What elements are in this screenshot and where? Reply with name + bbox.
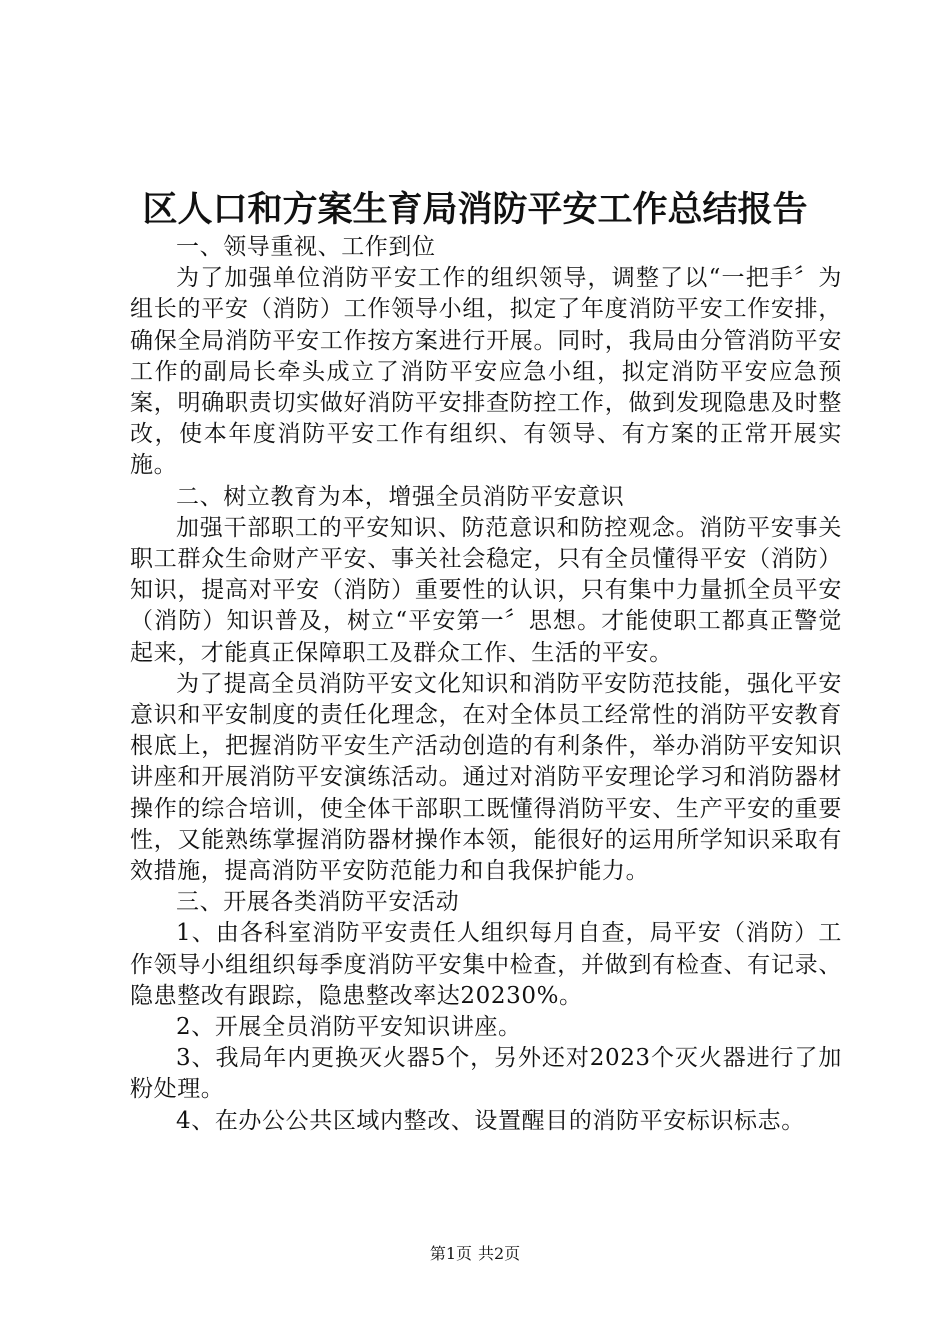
document-title: 区人口和方案生育局消防平安工作总结报告 (142, 189, 808, 230)
list-item-3: 3、我局年内更换灭火器5个，另外还对2023个灭火器进行了加粉处理。 (130, 1045, 842, 1103)
page-number: 第1页 (429, 1244, 472, 1263)
section-heading-3: 三、开展各类消防平安活动 (176, 889, 460, 916)
paragraph-2: 加强干部职工的平安知识、防范意识和防控观念。消防平安事关职工群众生命财产平安、事关社会稳定，只有全员懂得平安（消防）知识，提高对平安（消防）重要性的认识，只有集中力量抓全员平安（消防）知识普及，树立“平安第一〞思想。才能使职工都真正警觉起来，才能真正保障职工及群众工作、生活的平安。 (130, 514, 842, 666)
list-item-4: 4、在办公公共区域内整改、设置醒目的消防平安标识标志。 (176, 1107, 805, 1134)
page-footer (0, 1243, 950, 1265)
list-item-2: 2、开展全员消防平安知识讲座。 (176, 1014, 522, 1041)
page-total: 共2页 (478, 1244, 521, 1263)
paragraph-1: 为了加强单位消防平安工作的组织领导，调整了以“一把手〞为组长的平安（消防）工作领导小组，拟定了年度消防平安工作安排，确保全局消防平安工作按方案进行开展。同时，我局由分管消防平安工作的副局长牵头成立了消防平安应急小组，拟定消防平安应急预案，明确职责切实做好消防平安排查防控工作，做到发现隐患及时整改，使本年度消防平安工作有组织、有领导、有方案的正常开展实施。 (130, 265, 842, 479)
document-body (130, 232, 842, 1137)
list-item-1: 1、由各科室消防平安责任人组织每月自查，局平安（消防）工作领导小组组织每季度消防平安集中检查，并做到有检查、有记录、隐患整改有跟踪，隐患整改率达20230%。 (130, 920, 842, 1009)
section-heading-2: 二、树立教育为本，增强全员消防平安意识 (176, 483, 625, 510)
paragraph-3: 为了提高全员消防平安文化知识和消防平安防范技能，强化平安意识和平安制度的责任化理念，在对全体员工经常性的消防平安教育根底上，把握消防平安生产活动创造的有利条件，举办消防平安知识讲座和开展消防平安演练活动。通过对消防平安理论学习和消防器材操作的综合培训，使全体干部职工既懂得消防平安、生产平安的重要性，又能熟练掌握消防器材操作本领，能很好的运用所学知识采取有效措施，提高消防平安防范能力和自我保护能力。 (130, 670, 842, 885)
section-heading-1: 一、领导重视、工作到位 (176, 234, 436, 260)
